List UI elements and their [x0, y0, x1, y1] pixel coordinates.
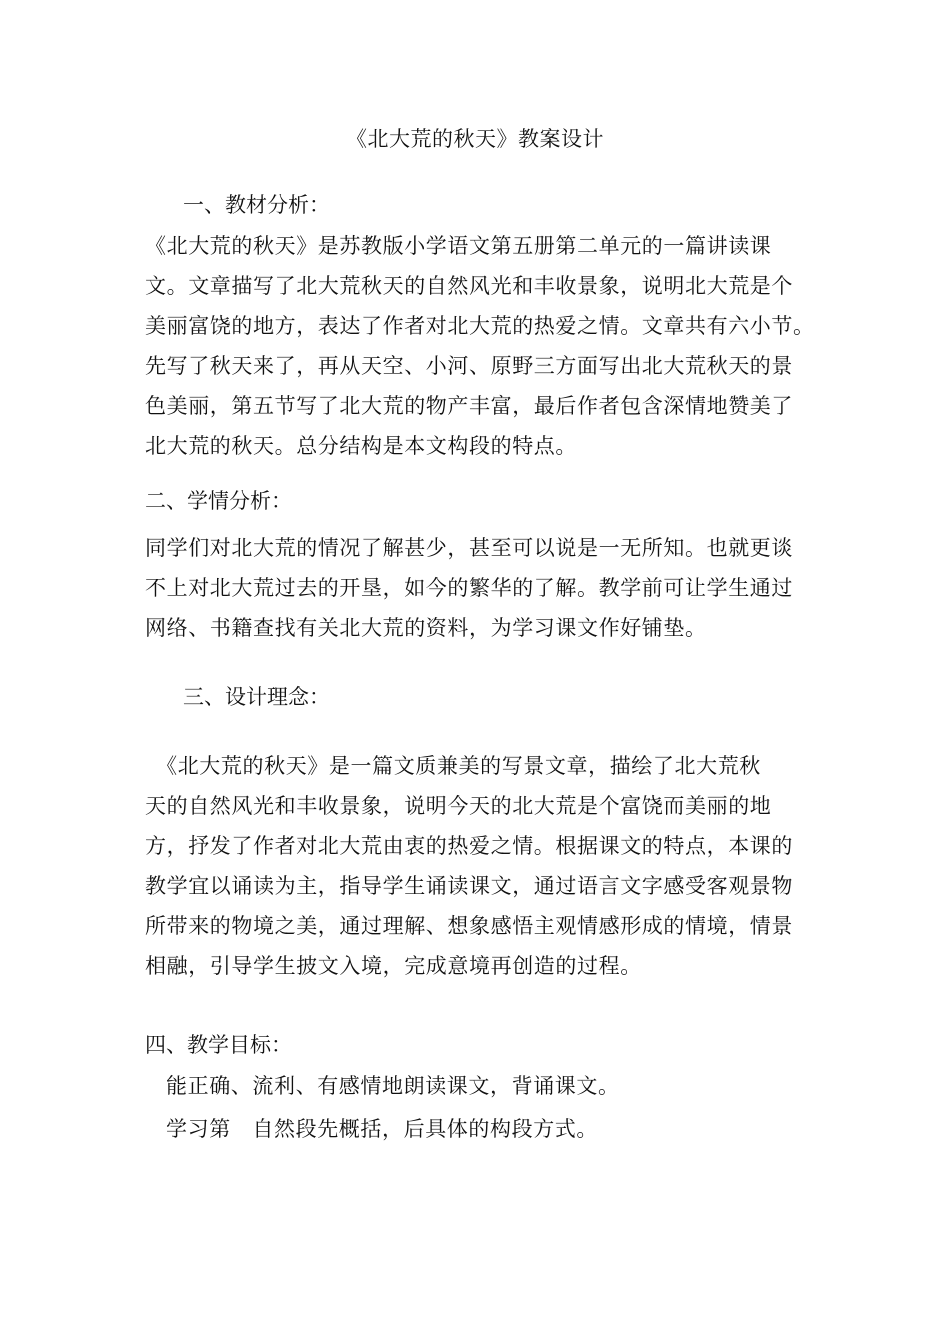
objective-line: 学习第 自然段先概括，后具体的构段方式。 — [166, 1117, 598, 1141]
section-heading-design-concept: 三、设计理念： — [183, 685, 330, 709]
paragraph-line: 天的自然风光和丰收景象，说明今天的北大荒是个富饶而美丽的地 — [145, 794, 772, 818]
paragraph-line: 网络、书籍查找有关北大荒的资料，为学习课文作好铺垫。 — [145, 616, 707, 640]
section-heading-objectives: 四、教学目标： — [145, 1033, 292, 1057]
paragraph-line: 北大荒的秋天。总分结构是本文构段的特点。 — [145, 434, 577, 458]
paragraph-line: 相融，引导学生披文入境，完成意境再创造的过程。 — [145, 954, 642, 978]
paragraph-line: 色美丽，第五节写了北大荒的物产丰富，最后作者包含深情地赞美了 — [145, 394, 793, 418]
paragraph-line: 先写了秋天来了，再从天空、小河、原野三方面写出北大荒秋天的景 — [145, 354, 793, 378]
objective-line: 能正确、流利、有感情地朗读课文，背诵课文。 — [166, 1074, 620, 1098]
paragraph-line: 《北大荒的秋天》是苏教版小学语文第五册第二单元的一篇讲读课 — [145, 234, 772, 258]
paragraph-line: 文。文章描写了北大荒秋天的自然风光和丰收景象，说明北大荒是个 — [145, 274, 793, 298]
paragraph-line: 《北大荒的秋天》是一篇文质兼美的写景文章，描绘了北大荒秋 — [145, 754, 761, 778]
paragraph-line: 美丽富饶的地方，表达了作者对北大荒的热爱之情。文章共有六小节。 — [145, 314, 815, 338]
section-heading-learners: 二、学情分析： — [145, 489, 292, 513]
paragraph-line: 不上对北大荒过去的开垦，如今的繁华的了解。教学前可让学生通过 — [145, 576, 793, 600]
paragraph-line: 同学们对北大荒的情况了解甚少，甚至可以说是一无所知。也就更谈 — [145, 536, 793, 560]
paragraph-line: 所带来的物境之美，通过理解、想象感悟主观情感形成的情境，情景 — [145, 914, 793, 938]
document-title: 《北大荒的秋天》教案设计 — [346, 127, 604, 151]
paragraph-line: 方，抒发了作者对北大荒由衷的热爱之情。根据课文的特点，本课的 — [145, 834, 793, 858]
section-heading-materials: 一、教材分析： — [183, 193, 330, 217]
paragraph-line: 教学宜以诵读为主，指导学生诵读课文，通过语言文字感受客观景物 — [145, 874, 793, 898]
